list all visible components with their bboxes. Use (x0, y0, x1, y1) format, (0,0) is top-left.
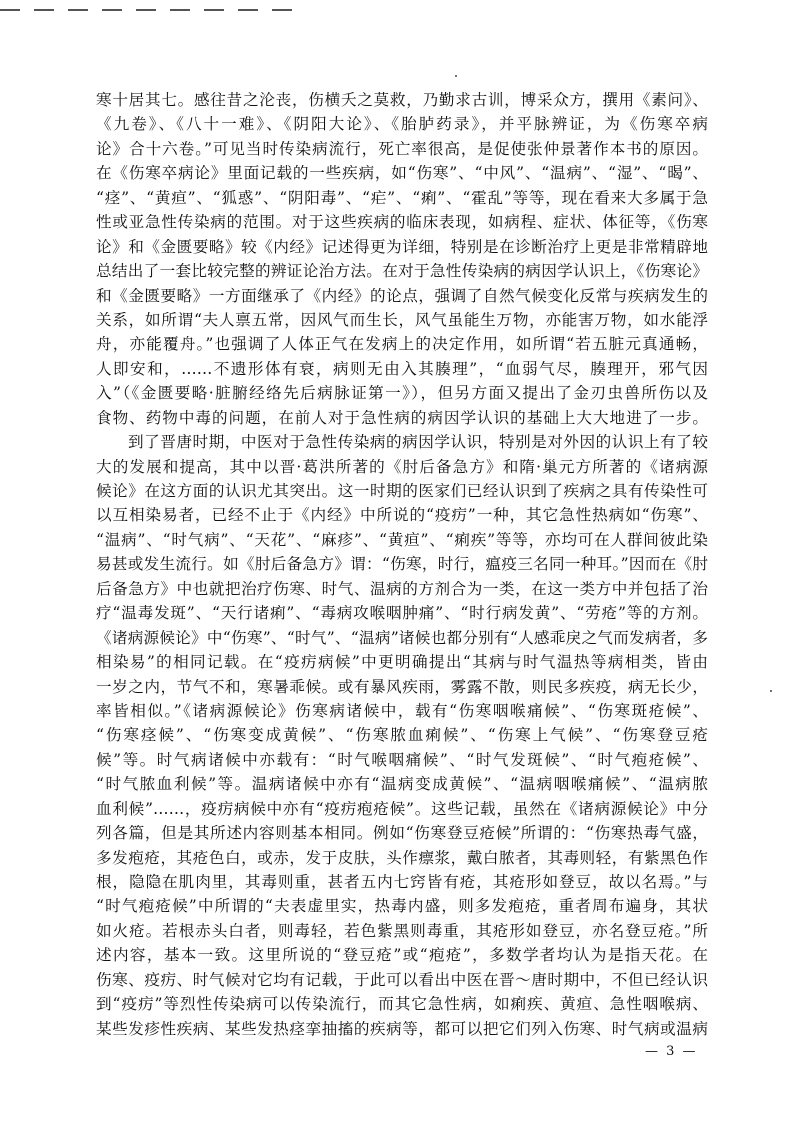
text-line: 论》和《金匮要略》较《内经》记述得更为详细，特别是在诊断治疗上更是非常精辟地 (96, 237, 708, 256)
text-line: 性或亚急性传染病的范围。对于这些疾病的临床表现，如病程、症状、体征等，《伤寒 (96, 213, 708, 232)
text-line: 如火疮。若根赤头白者，则毒轻，若色紫黑则毒重，其疮形如登豆，亦名登豆疮。”所 (96, 921, 708, 940)
text-line: 述内容，基本一致。这里所说的“登豆疮”或“疱疮”，多数学者均认为是指天花。在 (96, 946, 708, 965)
text-line: 寒十居其七。感往昔之沦丧，伤横夭之莫救，乃勤求古训，博采众方，撰用《素问》、 (96, 91, 708, 109)
body-text (96, 88, 708, 1041)
text-line: 食物、药物中毒的问题，在前人对于急性病的病因学认识的基础上大大地进了一步。 (96, 408, 708, 427)
text-line: “温病”、“时气病”、“天花”、“麻疹”、“黄疸”、“痢疾”等等，亦均可在人群间彼此染 (96, 530, 708, 549)
text-line: 率皆相似。”《诸病源候论》伤寒病诸候中，载有“伤寒咽喉痛候”、“伤寒斑疮候”、 (96, 701, 708, 720)
text-line: 相染易”的相同记载。在“疫疠病候”中更明确提出“其病与时气温热等病相类，皆由 (96, 653, 708, 672)
text-line: “时气脓血利候”等。温病诸候中亦有“温病变成黄候”、“温病咽喉痛候”、“温病脓 (96, 775, 708, 794)
scan-edge-dashes (0, 9, 295, 11)
text-line: 到“疫疠”等烈性传染病可以传染流行，而其它急性病，如痢疾、黄疸、急性咽喉病、 (96, 995, 708, 1014)
text-line: 某些发疹性疾病、某些发热痉挛抽搐的疾病等，都可以把它们列入伤寒、时气病或温病 (96, 1019, 708, 1038)
text-line: 人即安和，……不遗形体有衰，病则无由入其腠理”，“血弱气尽，腠理开，邪气因 (96, 359, 708, 378)
text-line: 舟，亦能覆舟。”也强调了人体正气在发病上的决定作用，如所谓“若五脏元真通畅， (96, 335, 708, 354)
text-line: 总结出了一套比较完整的辨证论治方法。在对于急性传染病的病因学认识上，《伤寒论》 (96, 262, 708, 281)
text-line: 到了晋唐时期，中医对于急性传染病的病因学认识，特别是对外因的认识上有了较 (128, 433, 708, 452)
text-line: 疗“温毒发斑”、“天行诸痢”、“毒病攻喉咽肿痛”、“时行病发黄”、“劳疮”等的方剂。 (96, 604, 708, 623)
text-line: 和《金匮要略》一方面继承了《内经》的论点，强调了自然气候变化反常与疾病发生的 (96, 286, 708, 305)
text-line: 论》合十六卷。”可见当时传染病流行，死亡率很高，是促使张仲景著作本书的原因。 (96, 139, 708, 158)
text-line: 一岁之内，节气不和，寒暑乖候。或有暴风疾雨，雾露不散，则民多疾疫，病无长少， (96, 677, 708, 696)
text-line: 《九卷》、《八十一难》、《阴阳大论》、《胎胪药录》，并平脉辨证，为《伤寒卒病 (96, 115, 708, 134)
page-number: — 3 — (645, 1044, 698, 1059)
text-line: “伤寒痉候”、“伤寒变成黄候”、“伤寒脓血痢候”、“伤寒上气候”、“伤寒登豆疮 (96, 726, 708, 745)
scan-speck (770, 690, 772, 692)
text-line: 易甚或发生流行。如《肘后备急方》谓：“伤寒，时行，瘟疫三名同一种耳。”因而在《肘 (96, 555, 708, 574)
text-line: 候论》在这方面的认识尤其突出。这一时期的医家们已经认识到了疾病之具有传染性可 (96, 482, 708, 500)
text-line: 关系，如所谓“夫人禀五常，因风气而生长，风气虽能生万物，亦能害万物，如水能浮 (96, 310, 708, 329)
text-line: 后备急方》中也就把治疗伤寒、时气、温病的方剂合为一类，在这一类方中并包括了治 (96, 579, 708, 598)
text-line: “痉”、“黄疸”、“狐惑”、“阴阳毒”、“疟”、“痢”、“霍乱”等等，现在看来大多属于急 (96, 188, 708, 207)
text-line: 大的发展和提高，其中以晋·葛洪所著的《肘后备急方》和隋·巢元方所著的《诸病源 (96, 457, 708, 476)
text-line: 候”等。时气病诸候中亦载有：“时气喉咽痛候”、“时气发斑候”、“时气疱疮候”、 (96, 750, 708, 769)
text-line: “时气疱疮候”中所谓的“夫表虚里实，热毒内盛，则多发疱疮，重者周布遍身，其状 (96, 897, 708, 916)
text-line: 根，隐隐在肌肉里，其毒则重，甚者五内七窍皆有疮，其疮形如登豆，故以名焉。”与 (96, 873, 708, 891)
text-line: 伤寒、疫疠、时气候对它均有记载，于此可以看出中医在晋～唐时期中，不但已经认识 (96, 970, 708, 989)
text-line: 以互相染易者，已经不止于《内经》中所说的“疫疠”一种，其它急性热病如“伤寒”、 (96, 506, 708, 525)
text-line: 在《伤寒卒病论》里面记载的一些疾病，如“伤寒”、“中风”、“温病”、“湿”、“暍”、 (96, 164, 708, 183)
scan-speck (455, 75, 457, 77)
text-line: 列各篇，但是其所述内容则基本相同。例如“伤寒登豆疮候”所谓的：“伤寒热毒气盛， (96, 824, 708, 843)
text-line: 多发疱疮，其疮色白，或赤，发于皮肤，头作瘭浆，戴白脓者，其毒则轻，有紫黑色作 (96, 848, 708, 867)
text-line: 血利候”……，疫疠病候中亦有“疫疠疱疮候”。这些记载，虽然在《诸病源候论》中分 (96, 799, 708, 818)
text-line: 入”（《金匮要略·脏腑经络先后病脉证第一》），但另方面又提出了金刃虫兽所伤以及 (96, 384, 708, 403)
text-line: 《诸病源候论》中“伤寒”、“时气”、“温病”诸候也都分别有“人感乖戾之气而发病者，多 (96, 628, 708, 647)
